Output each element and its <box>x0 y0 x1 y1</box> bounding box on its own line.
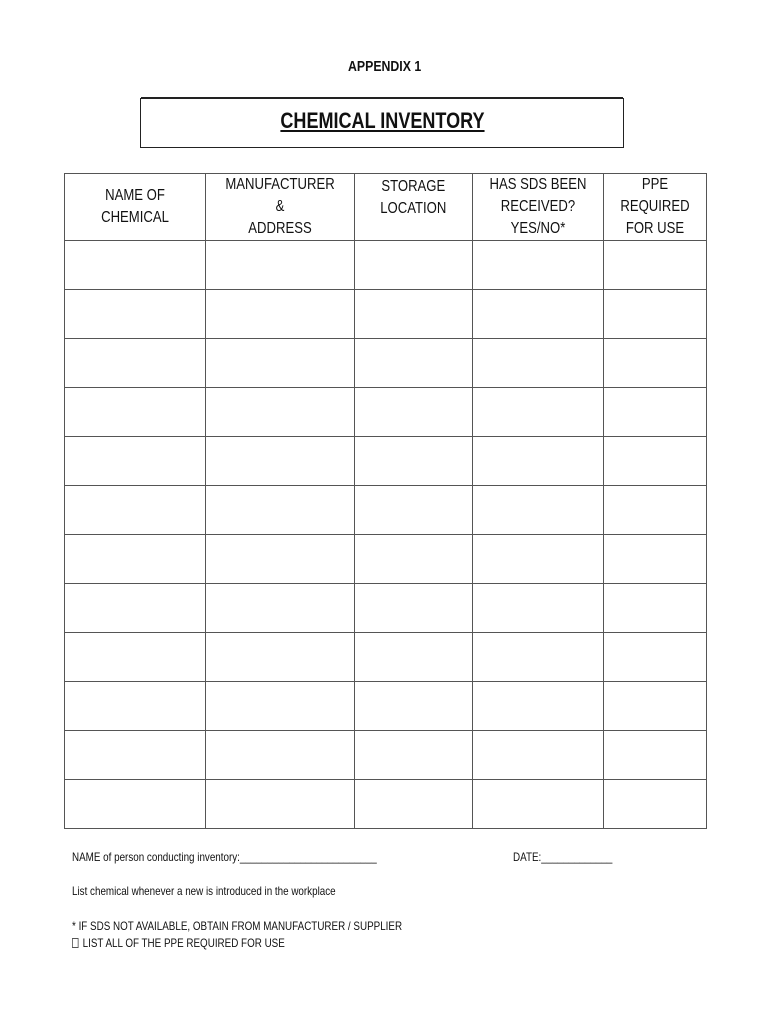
table-header-row <box>65 174 707 241</box>
table-row <box>65 388 707 437</box>
table-row <box>65 339 707 388</box>
table-cell[interactable] <box>206 437 355 486</box>
table-cell[interactable] <box>355 241 473 290</box>
table-cell[interactable] <box>355 584 473 633</box>
table-row <box>65 437 707 486</box>
table-cell[interactable] <box>604 584 707 633</box>
date-field[interactable]: DATE:_____________ <box>513 850 613 864</box>
table-cell[interactable] <box>473 388 604 437</box>
table-cell[interactable] <box>65 486 206 535</box>
table-cell[interactable] <box>65 339 206 388</box>
table-cell[interactable] <box>65 388 206 437</box>
table-cell[interactable] <box>355 339 473 388</box>
table-cell[interactable] <box>206 388 355 437</box>
table-row <box>65 535 707 584</box>
table-cell[interactable] <box>355 682 473 731</box>
table-row <box>65 241 707 290</box>
table-cell[interactable] <box>355 633 473 682</box>
table-cell[interactable] <box>355 780 473 829</box>
table-cell[interactable] <box>206 633 355 682</box>
table-cell[interactable] <box>355 388 473 437</box>
table-cell[interactable] <box>604 682 707 731</box>
page-title: CHEMICAL INVENTORY <box>279 108 485 133</box>
table-cell[interactable] <box>65 682 206 731</box>
table-cell[interactable] <box>355 290 473 339</box>
table-row <box>65 486 707 535</box>
table-cell[interactable] <box>473 290 604 339</box>
table-cell[interactable] <box>65 437 206 486</box>
table-cell[interactable] <box>65 731 206 780</box>
table-row <box>65 633 707 682</box>
table-cell[interactable] <box>206 241 355 290</box>
column-header-storage-location: STORAGE LOCATION <box>355 174 473 241</box>
table-cell[interactable] <box>206 535 355 584</box>
table-cell[interactable] <box>604 437 707 486</box>
column-header-manufacturer: MANUFACTURER & ADDRESS <box>206 174 355 241</box>
table-cell[interactable] <box>206 682 355 731</box>
person-conducting-inventory-field[interactable]: NAME of person conducting inventory:_________________________ <box>72 850 377 864</box>
table-cell[interactable] <box>65 241 206 290</box>
table-cell[interactable] <box>473 633 604 682</box>
sds-footnote: * IF SDS NOT AVAILABLE, OBTAIN FROM MANUFACTURER / SUPPLIER <box>72 919 403 933</box>
table-cell[interactable] <box>355 437 473 486</box>
chemical-inventory-table <box>64 173 707 829</box>
table-cell[interactable] <box>206 486 355 535</box>
column-header-ppe-required: PPE REQUIRED FOR USE <box>604 174 707 241</box>
table-cell[interactable] <box>65 535 206 584</box>
table-cell[interactable] <box>206 584 355 633</box>
table-row <box>65 682 707 731</box>
table-cell[interactable] <box>473 535 604 584</box>
ppe-footnote: LIST ALL OF THE PPE REQUIRED FOR USE <box>72 936 332 950</box>
table-row <box>65 731 707 780</box>
table-row <box>65 290 707 339</box>
table-cell[interactable] <box>604 241 707 290</box>
table-cell[interactable] <box>355 535 473 584</box>
table-cell[interactable] <box>206 731 355 780</box>
table-cell[interactable] <box>604 780 707 829</box>
appendix-label: APPENDIX 1 <box>348 58 422 75</box>
table-cell[interactable] <box>355 731 473 780</box>
table-cell[interactable] <box>604 290 707 339</box>
list-instruction-note: List chemical whenever a new is introduced in the workplace <box>72 884 336 898</box>
table-cell[interactable] <box>473 339 604 388</box>
column-header-sds-received: HAS SDS BEEN RECEIVED? YES/NO* <box>473 174 604 241</box>
table-cell[interactable] <box>206 339 355 388</box>
table-cell[interactable] <box>65 290 206 339</box>
table-cell[interactable] <box>473 731 604 780</box>
table-row <box>65 584 707 633</box>
table-cell[interactable] <box>65 780 206 829</box>
table-cell[interactable] <box>473 682 604 731</box>
table-cell[interactable] <box>604 339 707 388</box>
column-header-chemical-name: NAME OF CHEMICAL <box>65 174 206 241</box>
table-cell[interactable] <box>65 633 206 682</box>
table-cell[interactable] <box>473 780 604 829</box>
table-cell[interactable] <box>355 486 473 535</box>
checkbox-bullet-icon <box>72 938 79 948</box>
table-cell[interactable] <box>206 290 355 339</box>
table-cell[interactable] <box>473 437 604 486</box>
table-cell[interactable] <box>473 584 604 633</box>
table-cell[interactable] <box>473 241 604 290</box>
table-cell[interactable] <box>604 535 707 584</box>
table-cell[interactable] <box>604 633 707 682</box>
table-cell[interactable] <box>206 780 355 829</box>
table-cell[interactable] <box>604 486 707 535</box>
table-cell[interactable] <box>473 486 604 535</box>
table-row <box>65 780 707 829</box>
table-cell[interactable] <box>604 731 707 780</box>
table-cell[interactable] <box>65 584 206 633</box>
table-cell[interactable] <box>604 388 707 437</box>
